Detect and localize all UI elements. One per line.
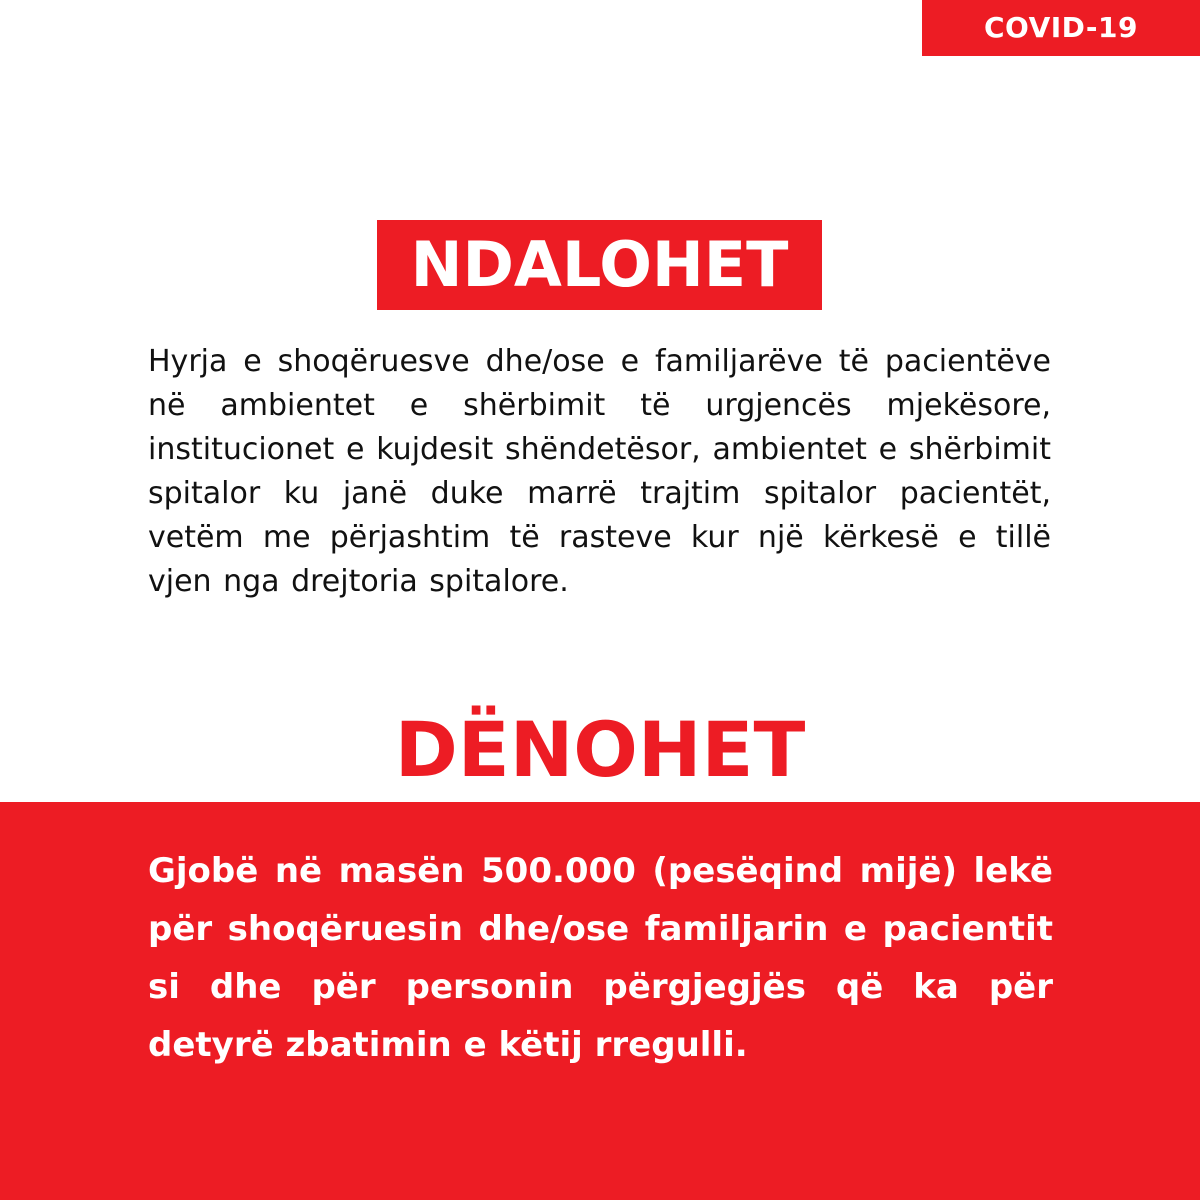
prohibition-heading-box [377,220,822,310]
penalty-body: Gjobë në masën 500.000 (pesëqind mijë) lekë për shoqëruesin dhe/ose familjarin e pacientit si dhe për personin përgjegjës që ka për detyrë zbatimin e këtij rregulli. [148,851,1053,1065]
prohibition-heading: NDALOHET [410,228,789,301]
covid-tag [922,0,1200,56]
covid-tag-label: COVID-19 [983,11,1139,44]
prohibition-body: Hyrja e shoqëruesve dhe/ose e familjarëve të pacientëve në ambientet e shërbimit të urgjencës mjekësore, institucionet e kujdesit shëndetësor, ambientet e shërbimit spitalor ku janë duke marrë trajtim spitalor pacientët, vetëm me përjashtim të rasteve kur një kërkesë e tillë vjen nga drejtoria spitalore. [148,344,1051,599]
penalty-heading: DËNOHET [394,705,806,794]
